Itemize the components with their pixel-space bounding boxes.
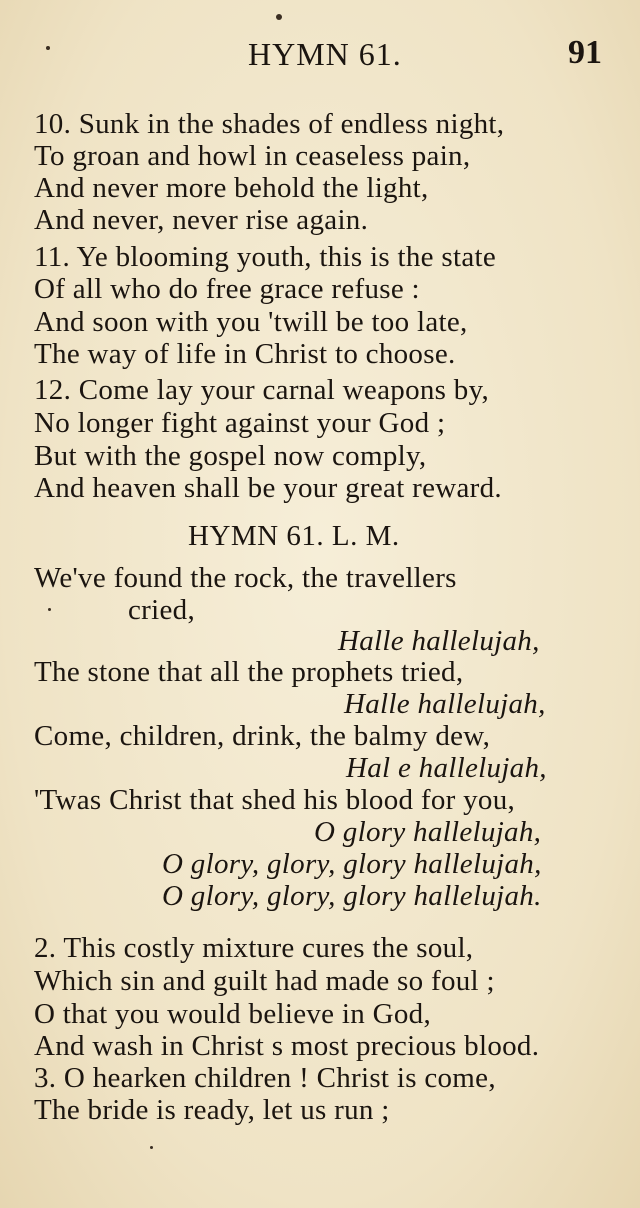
verse-line: No longer fight against your God ;	[34, 407, 446, 439]
verse-line: And never more behold the light,	[34, 172, 429, 204]
refrain-line: O glory, glory, glory hallelujah.	[162, 880, 542, 912]
hymn-title: HYMN 61. L. M.	[188, 520, 400, 552]
verse-line: We've found the rock, the travellers	[34, 562, 457, 594]
verse-line: The stone that all the prophets tried,	[34, 656, 464, 688]
verse-line: Come, children, drink, the balmy dew,	[34, 720, 491, 752]
ink-speck	[150, 1146, 153, 1149]
page-header	[0, 30, 640, 80]
verse-line: Of all who do free grace refuse :	[34, 273, 420, 305]
verse-line: The way of life in Christ to choose.	[34, 338, 456, 370]
refrain-line: O glory, glory, glory hallelujah,	[162, 848, 542, 880]
refrain-line: Halle hallelujah,	[338, 625, 540, 657]
ink-speck	[48, 608, 51, 611]
verse-line: cried,	[128, 594, 196, 626]
verse-line: 10. Sunk in the shades of endless night,	[34, 108, 505, 140]
verse-line: And soon with you 'twill be too late,	[34, 306, 468, 338]
verse-line: The bride is ready, let us run ;	[34, 1094, 390, 1126]
verse-line: But with the gospel now comply,	[34, 440, 427, 472]
refrain-line: Hal e hallelujah,	[346, 752, 547, 784]
verse-line: 12. Come lay your carnal weapons by,	[34, 374, 490, 406]
verse-line: 2. This costly mixture cures the soul,	[34, 932, 474, 964]
verse-line: And heaven shall be your great reward.	[34, 472, 502, 504]
refrain-line: Halle hallelujah,	[344, 688, 546, 720]
page-number: 91	[568, 34, 602, 71]
ink-speck	[276, 14, 282, 20]
verse-line: 'Twas Christ that shed his blood for you,	[34, 784, 516, 816]
verse-line: O that you would believe in God,	[34, 998, 432, 1030]
verse-line: 3. O hearken children ! Christ is come,	[34, 1062, 496, 1094]
verse-line: And wash in Christ s most precious blood.	[34, 1030, 540, 1062]
verse-line: And never, never rise again.	[34, 204, 369, 236]
verse-line: To groan and howl in ceaseless pain,	[34, 140, 471, 172]
running-head: HYMN 61.	[248, 36, 402, 72]
verse-line: 11. Ye blooming youth, this is the state	[34, 241, 497, 273]
refrain-line: O glory hallelujah,	[314, 816, 542, 848]
verse-line: Which sin and guilt had made so foul ;	[34, 965, 495, 997]
